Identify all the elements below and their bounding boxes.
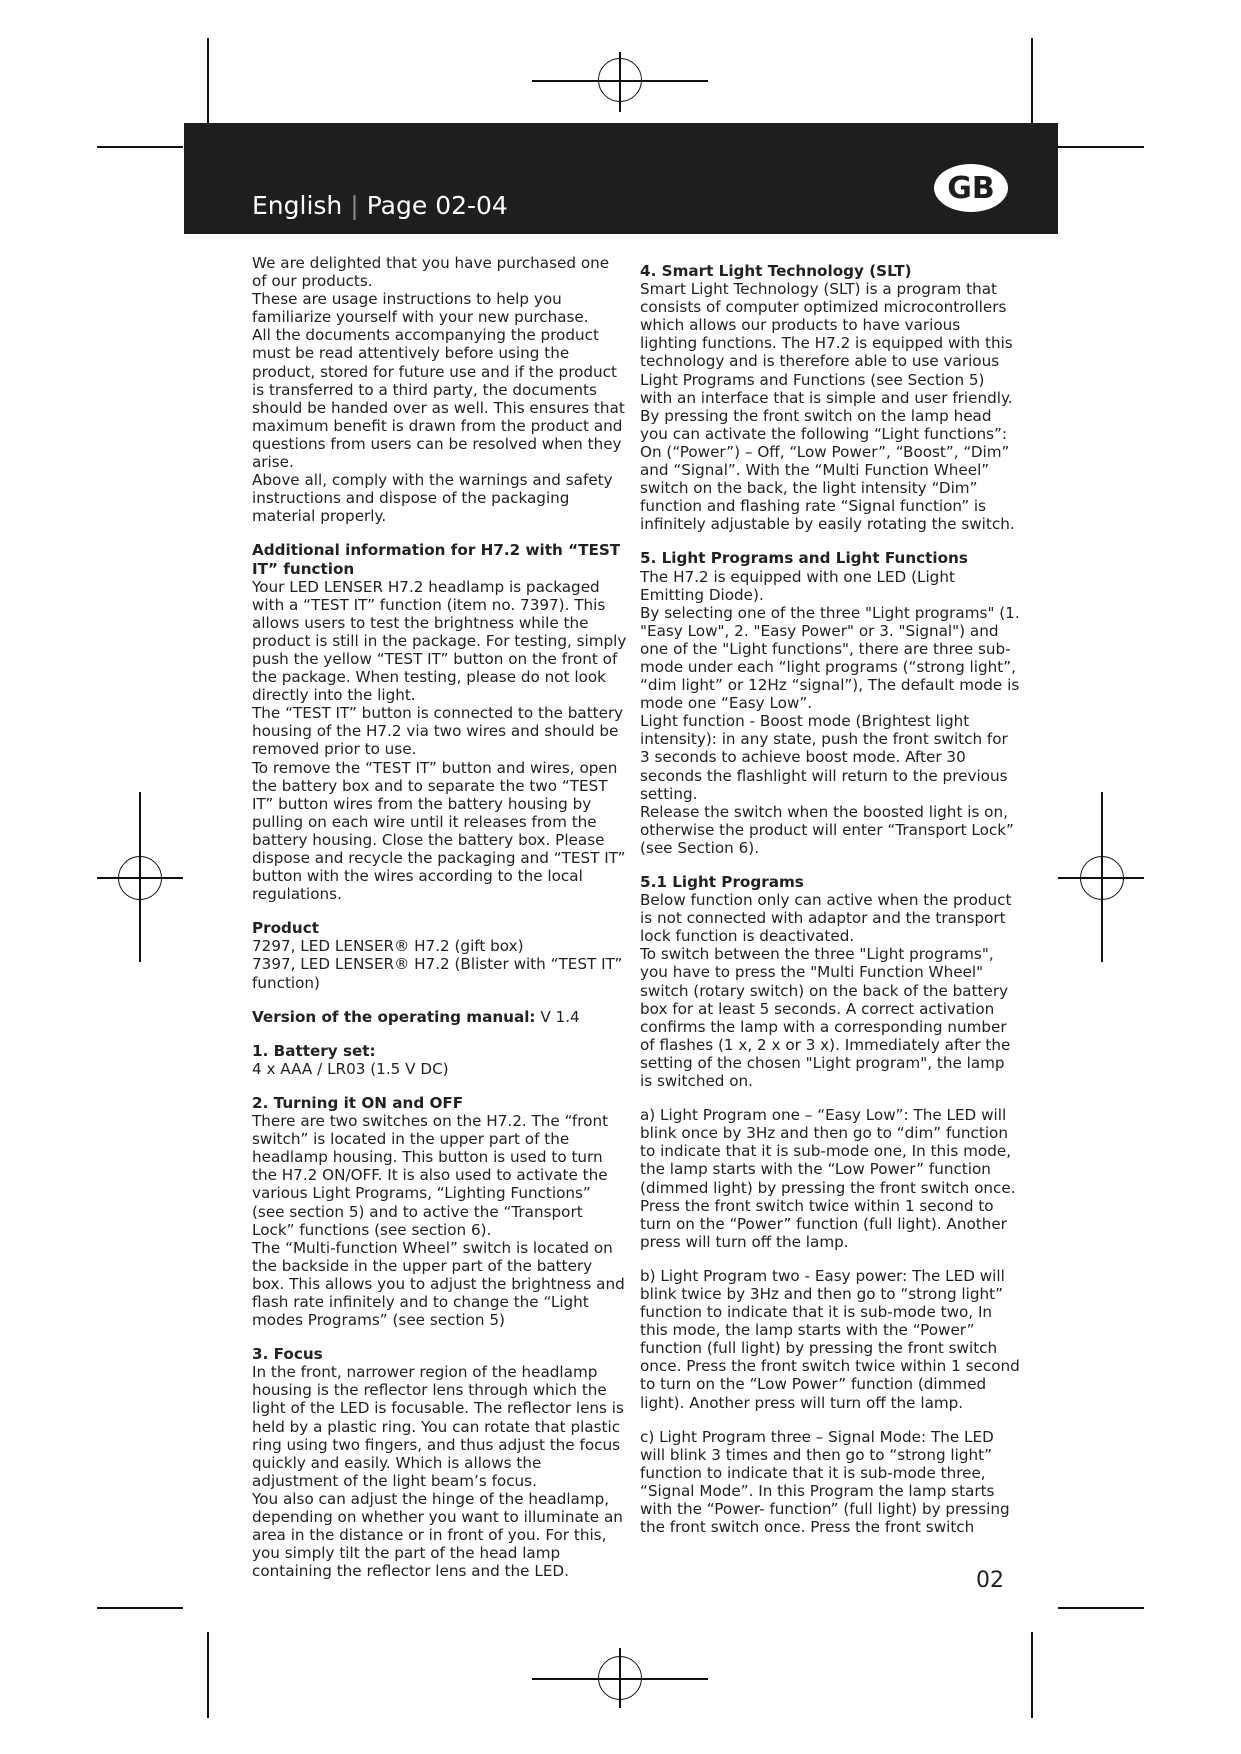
light-programs-paragraph: The H7.2 is equipped with one LED (Light Emitting Diode). — [640, 567, 955, 604]
crop-mark-bottom-left-vertical — [207, 1632, 209, 1718]
crop-mark-top-right-vertical — [1031, 38, 1033, 124]
slt-heading: 4. Smart Light Technology (SLT) — [640, 262, 912, 280]
product-line: 7297, LED LENSER® H7.2 (gift box) — [252, 937, 524, 956]
intro-paragraph: Above all, comply with the warnings and safety instructions and dispose of the packaging material properly. — [252, 471, 613, 526]
section-5-1-heading: 5.1 Light Programs — [640, 873, 804, 891]
manual-version — [252, 1008, 628, 1026]
light-programs-paragraph: By selecting one of the three "Light programs" (1. "Easy Low", 2. "Easy Power" or 3. "Signal") and one of the "Light functions", there are three sub-mode under each “light programs (“strong light”, “dim light” or 12Hz “signal”), The default mode is mode one “Easy Low”. — [640, 603, 1020, 713]
light-programs-paragraph: Light function - Boost mode (Brightest light intensity): in any state, push the front switch for 3 seconds to achieve boost mode. After 30 seconds the flashlight will return to the previous setting. — [640, 712, 1008, 803]
turning-paragraph: There are two switches on the H7.2. The “front switch” is located in the upper part of the headlamp housing. This button is used to turn the H7.2 ON/OFF. It is also used to activate the various Light Programs, “Lighting Functions” (see section 5) and to active the “Transport Lock” functions (see section 6). — [252, 1112, 609, 1239]
program-b-paragraph: b) Light Program two - Easy power: The LED will blink twice by 3Hz and then go to “strong light” function to indicate that it is sub-mode two, In this mode, the lamp starts with the “Power” function (full light) by pressing the front switch once. Press the front switch twice within 1 second to turn on the “Low Power” function (dimmed light). Another press will turn off the lamp. — [640, 1266, 1020, 1412]
additional-info-paragraph: Your LED LENSER H7.2 headlamp is packaged with a “TEST IT” function (item no. 7397). This allows users to test the brightness while the product is still in the package. For testing, simply push the yellow “TEST IT” button on the front of the package. When testing, please do not look directly into the light. — [252, 577, 627, 705]
header-language: English — [252, 191, 343, 220]
light-programs-heading: 5. Light Programs and Light Functions — [640, 549, 968, 568]
page-number: 02 — [976, 1568, 1004, 1593]
product-line: 7397, LED LENSER® H7.2 (Blister with “TEST IT” function) — [252, 955, 623, 992]
crop-mark-bottom-left-horizontal — [97, 1607, 183, 1609]
left-column — [252, 254, 628, 1580]
slt-paragraph: Smart Light Technology (SLT) is a program that consists of computer optimized microcontrollers which allows our products to have various lighting functions. The H7.2 is equipped with this technology and is therefore able to use various Light Programs and Functions (see Section 5) with an interface that is simple and user friendly. By pressing the front switch on the lamp head you can activate the following “Light functions”: On (“Power”) – Off, “Low Power”, “Boost”, “Dim” and “Signal”. With the “Multi Function Wheel” switch on the back, the light intensity “Dim” function and flashing rate “Signal function” is infinitely adjustable by easily rotating the switch. — [640, 280, 1015, 534]
right-column — [640, 254, 1020, 1536]
battery-text: 4 x AAA / LR03 (1.5 V DC) — [252, 1059, 449, 1078]
additional-info-paragraph: To remove the “TEST IT” button and wires, open the battery box and to separate the two “TEST IT” button wires from the battery housing by pulling on each wire until it releases from the battery housing. Close the battery box. Please dispose and recycle the packaging and “TEST IT” button with the wires according to the local regulations. — [252, 758, 626, 904]
crop-mark-top-left-horizontal — [97, 146, 183, 148]
section-5-1-paragraph: Below function only can active when the product is not connected with adaptor and the transport lock function is deactivated. — [640, 891, 1012, 946]
crop-mark-bottom-right-vertical — [1031, 1632, 1033, 1718]
focus-paragraph: You also can adjust the hinge of the headlamp, depending on whether you want to illuminate an area in the distance or in front of you. For this, you simply tilt the part of the head lamp containing the reflector lens and the LED. — [252, 1489, 623, 1581]
intro-paragraph: All the documents accompanying the product must be read attentively before using the product, stored for future use and if the product is transferred to a third party, the documents should be handed over as well. This ensures that maximum benefit is drawn from the product and questions from users can be resolved when they arise. — [252, 326, 625, 472]
light-programs-paragraph: Release the switch when the boosted light is on, otherwise the product will enter “Transport Lock” (see Section 6). — [640, 802, 1014, 857]
manual-version-value: V 1.4 — [535, 1007, 580, 1026]
header-separator: | — [350, 191, 359, 220]
header-page-range: Page 02-04 — [366, 191, 508, 220]
additional-info-paragraph: The “TEST IT” button is connected to the battery housing of the H7.2 via two wires and should be removed prior to use. — [252, 704, 624, 759]
manual-version-label: Version of the operating manual: — [252, 1007, 536, 1026]
product-heading: Product — [252, 919, 320, 938]
turning-paragraph: The “Multi-function Wheel” switch is located on the backside in the upper part of the battery box. This allows you to adjust the brightness and flash rate infinitely and to change the “Light modes Programs” (see section 5) — [252, 1238, 625, 1330]
focus-heading: 3. Focus — [252, 1345, 323, 1364]
program-a-paragraph: a) Light Program one – “Easy Low”: The LED will blink once by 3Hz and then go to “dim” function to indicate that it is sub-mode one, In this mode, the lamp starts with the “Low Power” function (dimmed light) by pressing the front switch once. Press the front switch twice within 1 second to turn on the “Power” function (full light). Another press will turn off the lamp. — [640, 1106, 1016, 1251]
crop-mark-top-right-horizontal — [1058, 146, 1144, 148]
section-5-1-paragraph: To switch between the three "Light programs", you have to press the "Multi Function Wheel" switch (rotary switch) on the back of the battery box for at least 5 seconds. A correct activation confirms the lamp with a corresponding number of flashes (1 x, 2 x or 3 x). Immediately after the setting of the chosen "Light program", the lamp is switched on. — [640, 945, 1011, 1091]
turning-heading: 2. Turning it ON and OFF — [252, 1093, 464, 1112]
battery-heading: 1. Battery set: — [252, 1041, 376, 1060]
header-title — [252, 191, 508, 220]
intro-paragraph: We are delighted that you have purchased one of our products. — [252, 254, 610, 291]
page-header — [184, 123, 1058, 234]
intro-paragraph: These are usage instructions to help you familiarize yourself with your new purchase. — [252, 290, 589, 327]
crop-mark-bottom-right-horizontal — [1058, 1607, 1144, 1609]
program-c-paragraph: c) Light Program three – Signal Mode: The LED will blink 3 times and then go to “strong light” function to indicate that it is sub-mode three, “Signal Mode”. In this Program the lamp starts with the “Power- function” (full light) by pressing the front switch once. Press the front switch — [640, 1427, 1010, 1537]
focus-paragraph: In the front, narrower region of the headlamp housing is the reflector lens through which the light of the LED is focusable. The reflector lens is held by a plastic ring. You can rotate that plastic ring using two fingers, and thus adjust the focus quickly and easily. Which is allows the adjustment of the light beam’s focus. — [252, 1363, 624, 1490]
country-badge: GB — [934, 164, 1008, 212]
additional-info-heading: Additional information for H7.2 with “TEST IT” function — [252, 541, 621, 578]
crop-mark-top-left-vertical — [207, 38, 209, 124]
